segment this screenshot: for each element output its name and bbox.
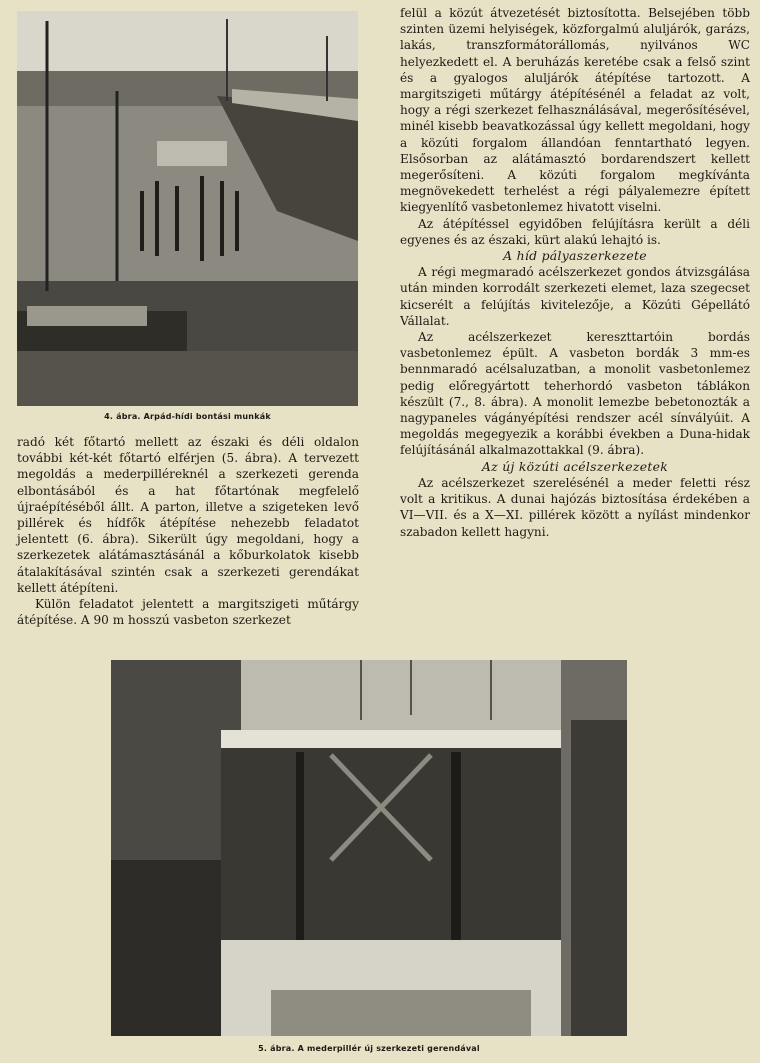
right-paragraph-3: A régi megmaradó acélszerkezet gondos átvizsgálása után minden korrodált szerkezeti elemet, laza szegecset kicserélt a felújítás kivitelezője, a Közúti Gépellátó Vállalat.: [400, 265, 750, 328]
right-column: [400, 5, 750, 540]
section-heading-steel: Az új közúti acélszerkezetek: [481, 458, 669, 474]
right-paragraph-5: Az acélszerkezet szerelésénél a meder feletti rész volt a kritikus. A dunai hajózás biztosítása érdekében a VI—VII. és a X—XI. pillérek között a nyílást mindenkor szabadon kellett hagyni.: [400, 475, 750, 539]
left-paragraph-1: radó két főtartó mellett az északi és déli oldalon további két-két főtartó elférjen (5. ábra). A tervezett megoldás a mederpilléreknél a szerkezeti gerenda elbontásából és a hat főtartónak megfelelő újraépítéséből állt. A parton, illetve a szigeteken levő pillérek és hídfők átépítése nehezebb feladatot jelentett (6. ábra). Sikerült úgy megoldani, hogy a szerkezetek alátámasztásánál a kőburkolatok kisebb átalakításával szintén csak a szerkezeti gerendákat kellett átépíteni.: [17, 435, 359, 595]
figure-4-photo: [17, 11, 358, 406]
figure-4-caption: 4. ábra. Arpád-hídi bontási munkák: [104, 412, 271, 421]
right-paragraph-1: felül a közút átvezetését biztosította. Belsejében több szinten üzemi helyiségek, közforgalmú aluljárók, garázs, lakás, transzformátorállomás, nyilvános WC helyezkedett el. A beruházás keretébe csak a felső szint és a gyalogos aluljárók átépítése tartozott. A margitszigeti műtárgy átépítésénél a feladat az volt, hogy a régi szerkezet felhasználásával, megerősítésével, minél kisebb beavatkozással úgy kellett megoldani, hogy a közúti forgalom állandóan fenntartható legyen. Elsősorban az alátámasztó bordarendszert kellett megerősíteni. A közúti forgalom megkívánta megnövekedett terhelést a régi pályalemezre épített kiegyenlítő vasbetonlemez hivatott viselni.: [400, 6, 750, 215]
figure-5-caption: 5. ábra. A mederpillér új szerkezeti gerendával: [258, 1044, 480, 1053]
left-paragraph-2: Külön feladatot jelentett a margitszigeti műtárgy átépítése. A 90 m hosszú vasbeton szerkezet: [17, 597, 359, 628]
left-column: [17, 434, 359, 628]
section-heading-deck: A híd pályaszerkezete: [503, 248, 647, 264]
figure-5-photo: [111, 660, 627, 1036]
right-paragraph-2: Az átépítéssel egyidőben felújításra került a déli egyenes és az északi, kürt alakú lehajtó is.: [400, 216, 750, 247]
right-paragraph-4: Az acélszerkezet kereszttartóin bordás vasbetonlemez épült. A vasbeton bordák 3 mm-es bennmaradó acélsaluzatban, a monolit vasbetonlemez pedig előregyártott teherhordó vasbeton táblákon készült (7., 8. ábra). A monolit lemezbe bebetonozták a nagypaneles vágányépítési rendszer acél sínvályúit. A megoldás megegyezik a korábbi években a Duna-hidak felújításánál alkalmazottakkal (9. ábra).: [400, 330, 750, 458]
